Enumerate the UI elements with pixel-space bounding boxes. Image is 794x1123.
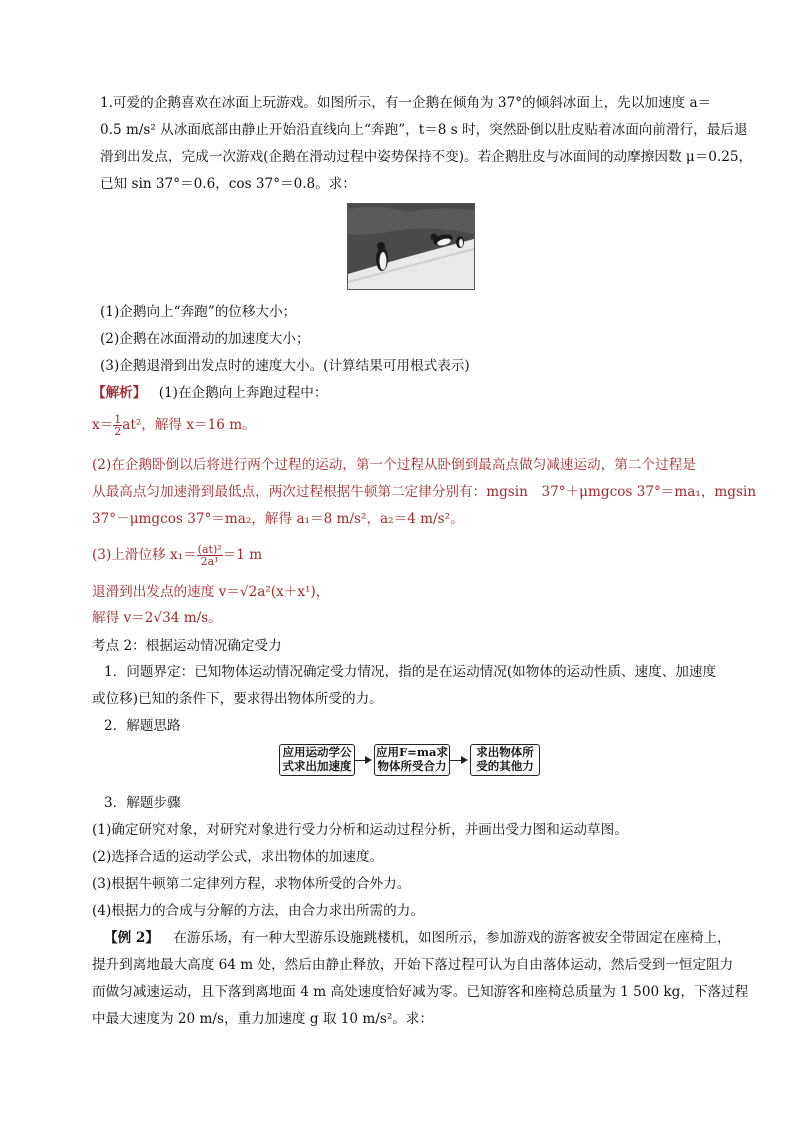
eq1-right: at²，解得 x＝16 m。 xyxy=(122,417,256,433)
flow-box-3 xyxy=(470,744,540,776)
flow-box-1-line-1: 应用运动学公 xyxy=(282,745,352,759)
section-heading: 考点 2：根据运动情况确定受力 xyxy=(92,638,282,654)
problem-line-2: 0.5 m/s² 从冰面底部由静止开始沿直线向上“奔跑”，t＝8 s 时，突然卧倒以肚皮贴着冰面向前滑行，最后退 xyxy=(100,122,748,138)
point2-item-3: 3．解题步骤 xyxy=(104,795,181,811)
analysis-step-3-result: 解得 v＝2√34 m/s。 xyxy=(92,610,222,626)
point2-item-2: 2．解题思路 xyxy=(104,718,181,734)
s3-numerator: (at)² xyxy=(197,543,222,556)
penguin-illustration xyxy=(348,204,474,289)
analysis-step-2-line-3: 37°－μmgcos 37°＝ma₂，解得 a₁＝8 m/s²，a₂＝4 m/s²。 xyxy=(92,511,464,527)
s3-left: (3)上滑位移 x₁＝ xyxy=(92,547,197,563)
analysis-tag: 【解析】 xyxy=(92,385,147,401)
problem-line-3: 滑到出发点，完成一次游戏(企鹅在滑动过程中姿势保持不变)。若企鹅肚皮与冰面间的动摩擦因数 μ＝0.25， xyxy=(100,149,753,165)
flow-box-1 xyxy=(279,744,355,776)
solve-step-1: (1)确定研究对象，对研究对象进行受力分析和运动过程分析，并画出受力图和运动草图。 xyxy=(92,822,628,838)
example-2-line-4: 中最大速度为 20 m/s，重力加速度 g 取 10 m/s²。求： xyxy=(92,1011,434,1027)
example-2-line-2: 提升到离地最大高度 64 m 处，然后由静止释放，开始下落过程可认为自由落体运动，然后受到一恒定阻力 xyxy=(92,957,734,973)
analysis-step-3 xyxy=(92,544,712,567)
solve-step-4: (4)根据力的合成与分解的方法，由合力求出所需的力。 xyxy=(92,903,424,919)
problem-line-4: 已知 sin 37°＝0.6，cos 37°＝0.8。求： xyxy=(100,176,356,192)
analysis-step-1 xyxy=(92,383,712,403)
s3-right: ＝1 m xyxy=(222,547,263,563)
point2-item-1-line-1: 1．问题界定：已知物体运动情况确定受力情况，指的是在运动情况(如物体的运动性质、速度、加速度 xyxy=(104,664,717,680)
analysis-step-3-velocity: 退滑到出发点的速度 v＝√2a²(x＋x¹)， xyxy=(92,584,330,600)
flow-arrowhead-2 xyxy=(461,756,468,764)
example-2-line-1-text: 在游乐场，有一种大型游乐设施跳楼机，如图所示，参加游戏的游客被安全带固定在座椅上， xyxy=(173,930,731,946)
problem-line-1: 1.可爱的企鹅喜欢在冰面上玩游戏。如图所示，有一企鹅在倾角为 37°的倾斜冰面上，先以加速度 a＝ xyxy=(100,95,712,111)
flow-box-2-line-1: 应用F=ma求 xyxy=(376,745,448,759)
question-1: (1)企鹅向上“奔跑”的位移大小； xyxy=(100,304,297,320)
question-3: (3)企鹅退滑到出发点时的速度大小。(计算结果可用根式表示) xyxy=(100,358,470,374)
example-2-tag: 【例 2】 xyxy=(104,930,159,946)
question-2: (2)企鹅在冰面滑动的加速度大小； xyxy=(100,331,310,347)
flow-box-2 xyxy=(374,744,450,776)
flow-box-1-line-2: 式求出加速度 xyxy=(282,759,352,773)
eq1-denominator: 2 xyxy=(114,425,122,438)
penguin-photo xyxy=(347,203,475,290)
analysis-equation-1 xyxy=(92,414,712,437)
flow-box-3-line-2: 受的其他力 xyxy=(476,759,534,773)
example-2-line-3: 而做匀减速运动，且下落到离地面 4 m 高处速度恰好减为零。已知游客和座椅总质量为 1 500 kg，下落过程 xyxy=(92,984,749,1000)
eq1-numerator: 1 xyxy=(114,413,122,426)
eq1-left: x＝ xyxy=(92,417,114,433)
flow-arrowhead-1 xyxy=(365,756,372,764)
analysis-step-2-line-2: 从最高点匀加速滑到最低点，两次过程根据牛顿第二定律分别有：mgsin 37°＋μmgcos 37°＝ma₁，mgsin xyxy=(92,484,757,500)
solve-step-2: (2)选择合适的运动学公式，求出物体的加速度。 xyxy=(92,849,384,865)
example-2-line-1 xyxy=(104,928,731,948)
flow-box-3-line-1: 求出物体所 xyxy=(476,745,534,759)
s3-fraction xyxy=(197,544,223,567)
s3-denominator: 2a¹ xyxy=(200,555,219,568)
analysis-step-1-text: (1)在企鹅向上奔跑过程中： xyxy=(158,385,328,401)
analysis-step-2-line-1: (2)在企鹅卧倒以后将进行两个过程的运动，第一个过程从卧倒到最高点做匀减速运动，第二个过程是 xyxy=(92,457,696,473)
solve-step-3: (3)根据牛顿第二定律列方程，求物体所受的合外力。 xyxy=(92,876,411,892)
point2-item-1-line-2: 或位移)已知的条件下，要求得出物体所受的力。 xyxy=(92,691,383,707)
flow-box-2-line-2: 物体所受合力 xyxy=(377,759,447,773)
eq1-fraction xyxy=(113,414,122,437)
